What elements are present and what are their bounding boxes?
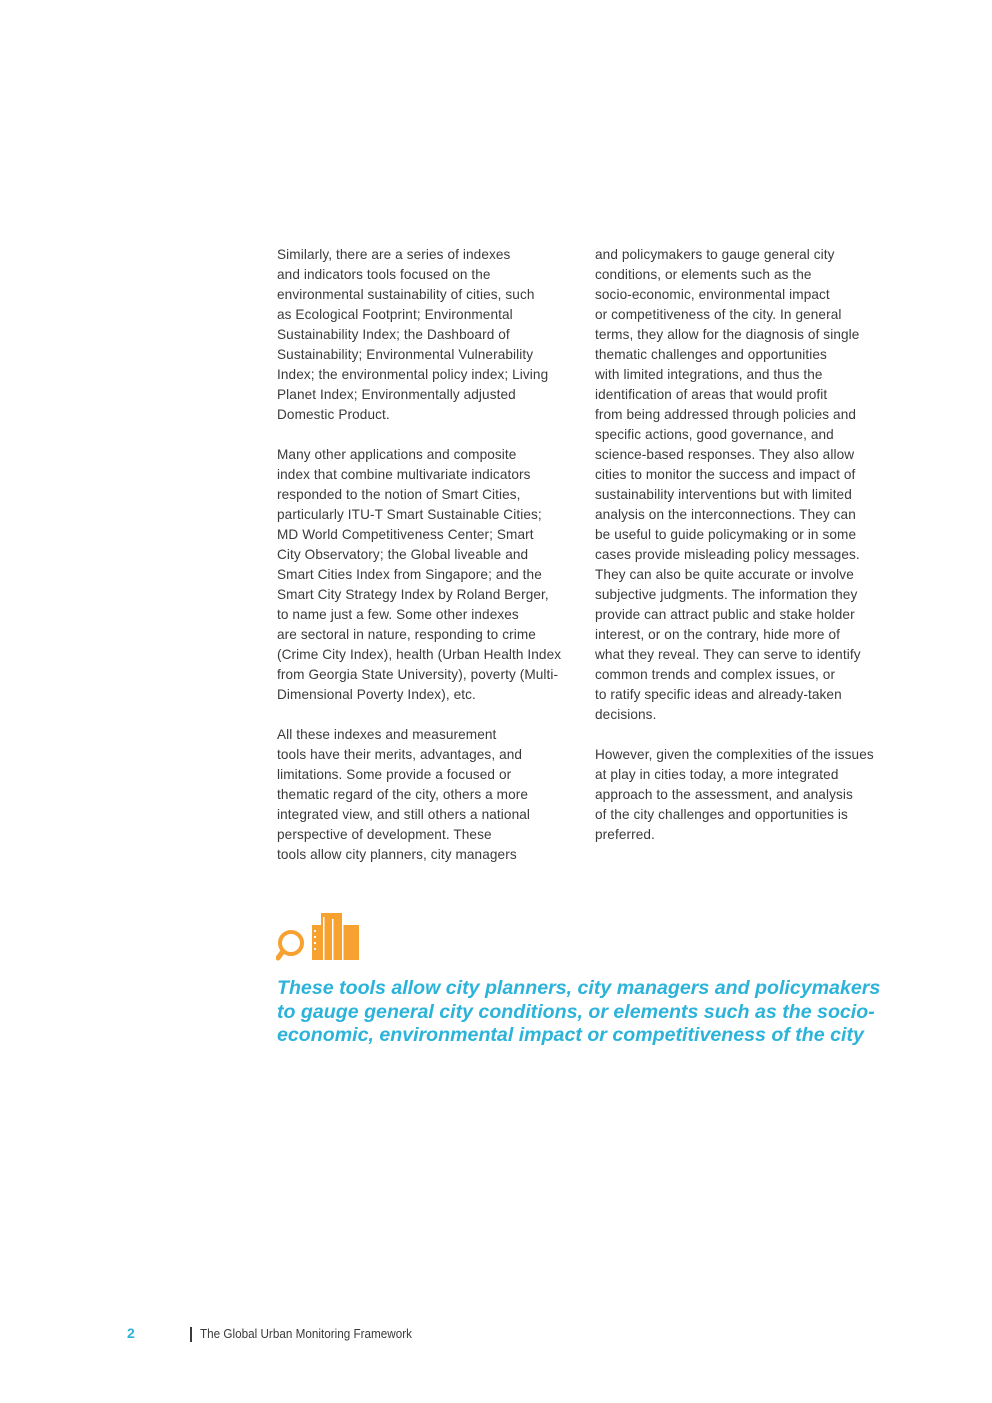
text-line: be useful to guide policymaking or in some (595, 527, 857, 542)
text-line: preferred. (595, 827, 655, 842)
text-line: from Georgia State University), poverty (Multi- (277, 667, 559, 682)
text-line: to gauge general city conditions, or elements such as the socio- (277, 1000, 875, 1023)
text-line: Many other applications and composite (277, 447, 517, 462)
text-line: analysis on the interconnections. They can (595, 507, 856, 522)
text-line: are sectoral in nature, responding to crime (277, 627, 536, 642)
text-line: from being addressed through policies and (595, 407, 857, 422)
text-line: identification of areas that would profit (595, 387, 828, 402)
text-line: (Crime City Index), health (Urban Health Index (277, 647, 562, 662)
left-paragraph-2 (277, 445, 587, 705)
text-line: integrated view, and still others a national (277, 807, 531, 822)
text-line: cases provide misleading policy messages. (595, 547, 860, 562)
text-line: as Ecological Footprint; Environmental (277, 307, 513, 322)
text-line: to ratify specific ideas and already-taken (595, 687, 842, 702)
page-number: 2 (127, 1325, 135, 1341)
text-line: particularly ITU-T Smart Sustainable Cities; (277, 507, 542, 522)
text-line: Index; the environmental policy index; Living (277, 367, 549, 382)
left-paragraph-1 (277, 245, 587, 425)
text-line: at play in cities today, a more integrated (595, 767, 839, 782)
footer-divider (190, 1327, 192, 1342)
text-line: and policymakers to gauge general city (595, 247, 835, 262)
callout-quote (277, 977, 917, 1048)
text-line: However, given the complexities of the issues (595, 747, 874, 762)
text-line: responded to the notion of Smart Cities, (277, 487, 521, 502)
text-line: of the city challenges and opportunities is (595, 807, 848, 822)
text-line: or competitiveness of the city. In general (595, 307, 842, 322)
text-line: Smart Cities Index from Singapore; and the (277, 567, 542, 582)
text-line: science-based responses. They also allow (595, 447, 855, 462)
text-line: Planet Index; Environmentally adjusted (277, 387, 516, 402)
text-line: specific actions, good governance, and (595, 427, 834, 442)
right-paragraph-1 (595, 245, 905, 725)
text-line: They can also be quite accurate or involve (595, 567, 854, 582)
text-line: MD World Competitiveness Center; Smart (277, 527, 534, 542)
text-line: to name just a few. Some other indexes (277, 607, 519, 622)
left-column (277, 245, 587, 865)
text-line: perspective of development. These (277, 827, 492, 842)
text-line: sustainability interventions but with limited (595, 487, 852, 502)
text-line: Sustainability Index; the Dashboard of (277, 327, 510, 342)
text-line: approach to the assessment, and analysis (595, 787, 853, 802)
text-line: environmental sustainability of cities, such (277, 287, 535, 302)
right-paragraph-2 (595, 745, 905, 845)
text-line: conditions, or elements such as the (595, 267, 812, 282)
text-line: Dimensional Poverty Index), etc. (277, 687, 476, 702)
text-line: with limited integrations, and thus the (595, 367, 823, 382)
text-line: economic, environmental impact or competitiveness of the city (277, 1024, 864, 1046)
text-line: terms, they allow for the diagnosis of single (595, 327, 860, 342)
text-line: Domestic Product. (277, 407, 390, 422)
text-line: common trends and complex issues, or (595, 667, 836, 682)
text-line: tools have their merits, advantages, and (277, 747, 523, 762)
text-line: City Observatory; the Global liveable and (277, 547, 529, 562)
text-line: index that combine multivariate indicators (277, 467, 531, 482)
text-line: thematic challenges and opportunities (595, 347, 827, 362)
text-line: Smart City Strategy Index by Roland Berger, (277, 587, 549, 602)
text-line: Similarly, there are a series of indexes (277, 247, 511, 262)
text-line: All these indexes and measurement (277, 727, 497, 742)
text-line: decisions. (595, 707, 657, 722)
text-line: subjective judgments. The information they (595, 587, 858, 602)
left-paragraph-3 (277, 725, 587, 865)
text-line: provide can attract public and stake holder (595, 607, 855, 622)
magnifier-buildings-icon (276, 911, 362, 963)
footer-title: The Global Urban Monitoring Framework (200, 1326, 412, 1341)
text-line: limitations. Some provide a focused or (277, 767, 512, 782)
text-line: and indicators tools focused on the (277, 267, 491, 282)
text-line: thematic regard of the city, others a more (277, 787, 529, 802)
text-line: cities to monitor the success and impact of (595, 467, 856, 482)
text-line: Sustainability; Environmental Vulnerability (277, 347, 534, 362)
text-line: interest, or on the contrary, hide more of (595, 627, 840, 642)
text-line: what they reveal. They can serve to identify (595, 647, 861, 662)
text-line: These tools allow city planners, city managers and policymakers (277, 977, 881, 999)
right-column (595, 245, 905, 845)
text-line: socio-economic, environmental impact (595, 287, 830, 302)
text-line: tools allow city planners, city managers (277, 847, 517, 862)
